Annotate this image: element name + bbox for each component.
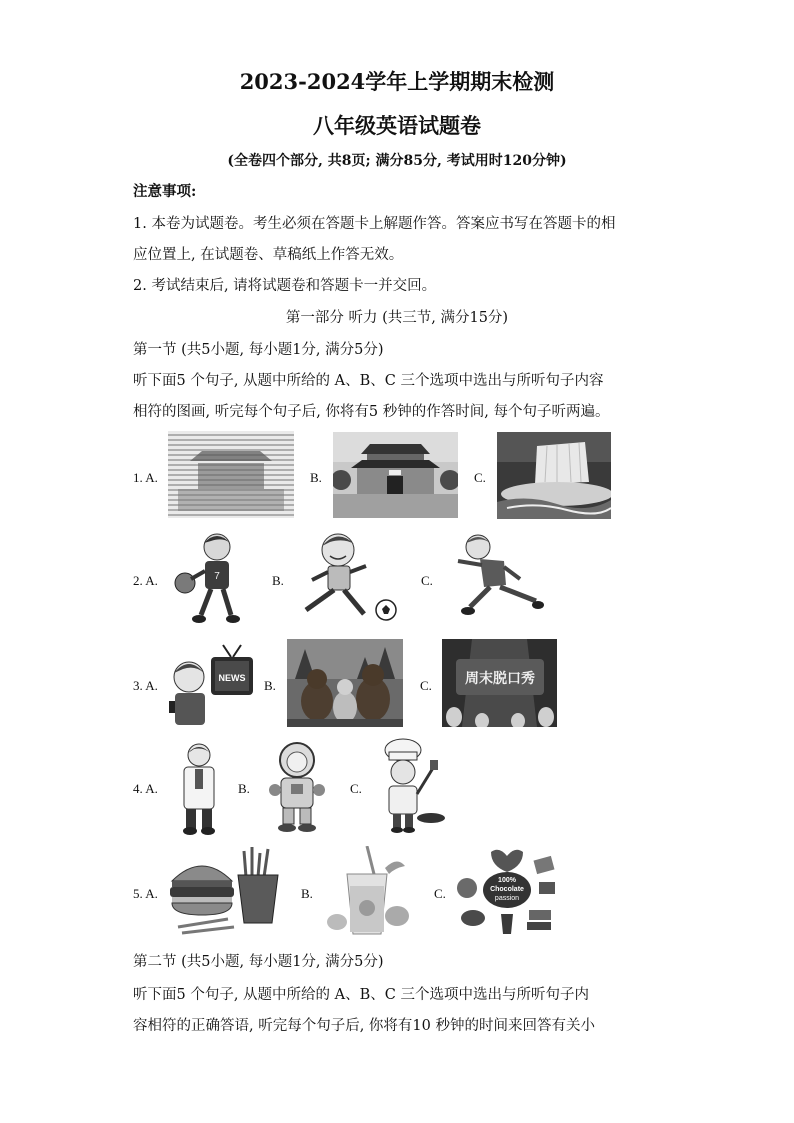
section2-instruction-line-2: 容相符的正确答语, 听完每个句子后, 你将有10 秒钟的时间来回答有关小	[133, 1018, 595, 1034]
q3-option-a-label: 3. A.	[133, 678, 158, 693]
q5-b-juice-glass-image	[325, 846, 411, 938]
q5-option-a-label: 5. A.	[133, 886, 158, 901]
q3-option-c-label: C.	[420, 678, 432, 693]
exam-title: 2023-2024学年上学期期末检测	[239, 69, 555, 94]
svg-text:7: 7	[214, 571, 220, 582]
q5-a-burger-fries-image	[168, 847, 282, 937]
q4-option-a-label: 4. A.	[133, 781, 158, 796]
chocolate-passion: passion	[494, 895, 520, 902]
q1-option-a-label: 1. A.	[133, 470, 158, 485]
q2-a-basketball-boy-image	[171, 531, 253, 625]
chocolate-label: Chocolate	[490, 886, 524, 893]
q1-c-waterfall-image	[497, 432, 611, 519]
notes-item-1-line-2: 应位置上, 在试题卷、草稿纸上作答无效。	[133, 247, 404, 263]
q3-a-news-reporter-image	[167, 643, 257, 727]
section1-instruction-line-1: 听下面5 个句子, 从题中所给的 A、B、C 三个选项中选出与所听句子内容	[133, 373, 604, 389]
q1-option-c-label: C.	[474, 470, 486, 485]
chocolate-100-percent: 100%	[498, 877, 516, 884]
q2-option-b-label: B.	[272, 573, 284, 588]
q2-b-soccer-boy-image	[294, 530, 400, 624]
svg-text:NEWS: NEWS	[218, 673, 246, 683]
q5-option-b-label: B.	[301, 886, 313, 901]
notes-heading: 注意事项:	[133, 183, 197, 200]
part1-heading: 第一部分 听力 (共三节, 满分15分)	[285, 310, 509, 326]
section1-instruction-line-2: 相符的图画, 听完每个句子后, 你将有5 秒钟的作答时间, 每个句子听两遍。	[133, 404, 610, 420]
q4-option-b-label: B.	[238, 781, 250, 796]
exam-info: (全卷四个部分, 共8页; 满分85分, 考试用时120分钟)	[227, 153, 567, 169]
q4-c-chef-image	[373, 738, 448, 835]
notes-item-2: 2. 考试结束后, 请将试题卷和答题卡一并交回。	[133, 278, 437, 294]
q4-b-astronaut-image	[265, 740, 328, 833]
q1-b-tower-gate-image	[333, 432, 458, 518]
q3-option-b-label: B.	[264, 678, 276, 693]
q2-option-a-label: 2. A.	[133, 573, 158, 588]
section1-heading: 第一节 (共5小题, 每小题1分, 满分5分)	[133, 342, 384, 358]
q3-c-talk-show-image	[442, 639, 557, 727]
section2-instruction-line-1: 听下面5 个句子, 从题中所给的 A、B、C 三个选项中选出与所听句子内	[133, 987, 589, 1003]
exam-subtitle: 八年级英语试题卷	[313, 113, 481, 138]
q3-b-bears-cartoon-image	[287, 639, 403, 727]
q1-a-palace-image	[168, 431, 294, 518]
q5-c-chocolate-image	[455, 848, 559, 936]
q4-a-doctor-image	[176, 741, 222, 837]
section2-heading: 第二节 (共5小题, 每小题1分, 满分5分)	[133, 954, 384, 970]
q5-option-c-label: C.	[434, 886, 446, 901]
svg-text:周末脱口秀: 周末脱口秀	[465, 671, 535, 687]
q2-option-c-label: C.	[421, 573, 433, 588]
q1-option-b-label: B.	[310, 470, 322, 485]
q2-c-running-boy-image	[446, 531, 546, 621]
notes-item-1-line-1: 1. 本卷为试题卷。考生必须在答题卡上解题作答。答案应书写在答题卡的相	[133, 216, 616, 232]
q4-option-c-label: C.	[350, 781, 362, 796]
